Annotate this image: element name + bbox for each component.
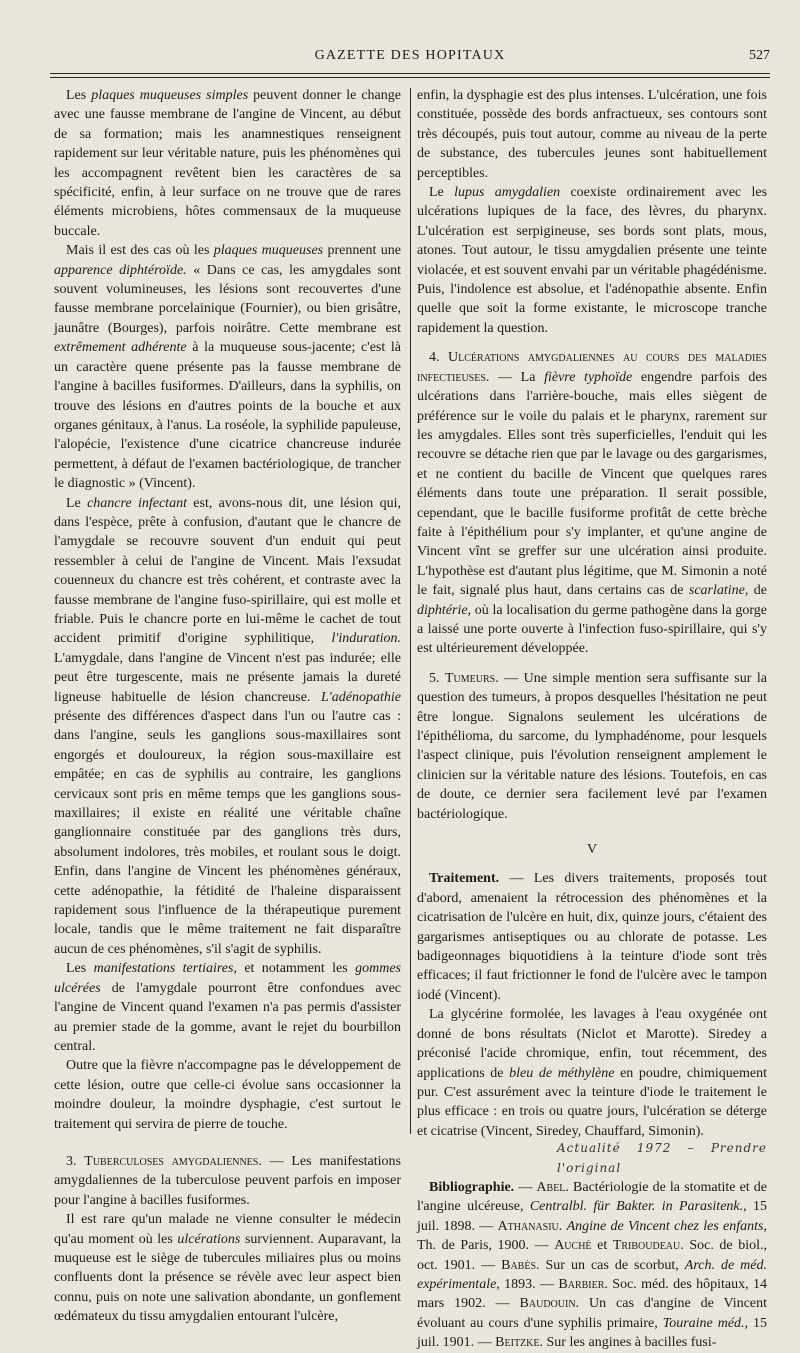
text-run: de l'amygdale pourront être confondues avec l'angine de Vincent quand l'examen n'a pas permis d'assister au premier stade de la gomme, avant le rejet du bourbillon central.: [54, 980, 401, 1054]
paragraph-fievre-dysphagie: [54, 1056, 401, 1134]
text-run: 15 juil. 1901. —: [417, 1315, 768, 1351]
text-run: 1893. —: [499, 1276, 559, 1292]
text-run: L'adénopathie: [321, 689, 401, 705]
text-run: Il est rare qu'un malade ne vienne consulter le médecin qu'au moment où les: [54, 1212, 401, 1247]
text-run: plaques muqueuses simples: [91, 88, 249, 103]
text-run: Auché: [554, 1238, 592, 1254]
text-run: Soc. méd. des hôpitaux, 14 mars 1902. —: [417, 1276, 768, 1312]
text-run: enfin, la dysphagie est des plus intenses. L'ulcération, une fois constituée, possède des bords anfractueux, ses contours sont très découpés, puis tout autour, comme au niveau de la perte de substance, des tubercules jeunes sont habituellement perceptibles.: [417, 88, 767, 181]
text-run: Athanasiu.: [497, 1218, 563, 1234]
section-maladies-infectieuses: [417, 348, 767, 659]
text-run: coexiste ordinairement avec les ulcérations lupiques de la face, des lèvres, du pharynx. L'ulcération est serpigineuse, ses bords sont plats, mous, atones. Tout autour, le tissu amygdalien présente une teinte violacée, et est souvent envahi par un véritable phagédénisme. Puis, l'indolence est absolue, et l'adénopathie absente. Enfin quelle que soit la forme existante, le microscope tranche rapidement la question.: [417, 185, 768, 336]
text-run: Bactériologie de la stomatite et de l'angine ulcéreuse,: [417, 1179, 767, 1215]
paragraph-ulcerations: [54, 1210, 401, 1326]
text-run: Centralbl. für Bakter. in Parasitenk.,: [529, 1199, 747, 1215]
text-run: Traitement.: [429, 871, 500, 887]
paragraph-glycerine: [417, 1005, 767, 1141]
text-run: et: [591, 1238, 613, 1254]
section-heading-v: V: [586, 842, 598, 858]
text-run: L'amygdale, dans l'angine de Vincent n'est pas indurée; elle peut être turgescente, mais ne présente jamais la dureté ligneuse habituelle de lésion chancreuse.: [54, 650, 401, 705]
text-run: est, avons-nous dit, une lésion qui, dans l'espèce, prête à confusion, d'autant que le chancre de l'amygdale se recouvre souvent d'un enduit qui peut ressembler à celui de l'angine de Vincent. Mais l'exsudat couenneux du chancre est très cohérent, et contraste avec la fausse membrane de l'angine fuso-spirillaire, qui est molle et friable. Puis le chancre porte en lui-même le cachet de tout accident primitif d'origine syphilitique,: [54, 495, 402, 647]
text-run: présente des différences d'aspect dans l'un ou l'autre cas : dans l'angine, seuls les ganglions sous-maxillaires sont engorgés et douloureux, la région sous-maxillaire est empâtée; en cas de syphilis au contraire, les ganglions cervicaux sont pris en même temps que les ganglions sous-maxillaires; il existe en réalité une véritable chaîne ganglionnaire constituée par des ganglions très durs, absolument indolores, très mobiles, et roulant sous le doigt. Enfin, dans l'angine de Vincent les phénomènes généraux, cette adénopathie, la fétidité de l'haleine disparaissent rapidement sous l'influence de la thérapeutique purement locale, tandis que le même traitement ne fait disparaître aucun de ces phénomènes, s'il s'agit de syphilis.: [54, 709, 401, 957]
text-run: ulcérations: [177, 1231, 241, 1247]
text-run: Babès.: [501, 1257, 540, 1273]
text-run: gommes ulcérées: [54, 961, 401, 996]
text-run: La glycérine formolée, les lavages à l'eau oxygénée ont donné de bons résultats (Niclot et Marotte). Siredey a préconisé l'acide chromique, enfin, tout récemment, des applications de: [417, 1007, 767, 1081]
text-run: apparence diphtéroïde.: [54, 262, 187, 278]
journal-title: GAZETTE DES HOPITAUX: [314, 48, 506, 63]
text-run: Barbier.: [558, 1276, 608, 1292]
header-rule: [50, 73, 770, 74]
text-run: extrêmement adhérente: [54, 340, 187, 356]
paragraph-dysphagie-continuation: [417, 86, 767, 183]
text-run: Le: [66, 495, 88, 511]
text-run: « Dans ce cas, les amygdales sont souvent volumineuses, les lésions sont recouvertes d'une fausse membrane porcelainique (Fournier), ou bien grisâtre, jaunâtre (Bourges), parfois noirâtre. Cette membrane est: [54, 262, 401, 336]
text-run: 5.: [429, 670, 445, 686]
section-bibliographie: [417, 1178, 767, 1353]
paragraph-chancre-infectant: [54, 494, 401, 960]
text-run: Tumeurs.: [444, 670, 499, 686]
text-run: lupus amygdalien: [454, 185, 561, 201]
text-run: scarlatine,: [688, 583, 749, 599]
text-run: Sur les angines à bacilles fusi-: [543, 1335, 717, 1351]
text-run: Beitzke.: [495, 1335, 543, 1351]
text-run: peuvent donner le change avec une fausse membrane de l'angine de Vincent, au début de sa formation; mais les anamnestiques renseignent rapidement sur leur véritable nature, puis les phénomènes qui les accompagnent revêtent bien les caractères de sa spécificité, enfin, à leur surface on ne trouve que de rares éléments microbiens, hôtes commensaux de la muqueuse buccale.: [54, 88, 401, 239]
text-run: — La: [489, 369, 545, 385]
text-run: Sur un cas de scorbut,: [539, 1257, 685, 1273]
text-run: chancre infectant: [87, 495, 187, 511]
text-run: et notamment les: [236, 961, 356, 977]
paragraph-manifestations-tertiaires: [54, 959, 401, 1056]
paragraph-plaques-muqueuses: [54, 86, 401, 241]
header-rule-thin: [50, 77, 770, 78]
left-column: [54, 86, 401, 1327]
text-run: Baudouin.: [519, 1296, 580, 1312]
text-run: 4.: [429, 350, 449, 366]
section-traitement: [417, 869, 767, 1005]
text-run: surviennent. Auparavant, la muqueuse est le siège de tubercules miliaires plus ou moins confluents dont la présence se révèle avec leur aspect bien connu, puis on note une salivation abondante, un gonflement œdémateux du tissu amygdalien entourant l'ulcère,: [54, 1231, 402, 1325]
text-run: prennent une: [323, 243, 401, 259]
section-tumeurs: [417, 669, 767, 824]
text-run: Le: [429, 185, 455, 201]
text-run: Abel.: [536, 1179, 569, 1195]
page-number: 527: [749, 48, 770, 63]
text-run: Ulcérations amygdaliennes au cours des maladies infectieuses.: [417, 350, 767, 385]
text-run: — Les divers traitements, proposés tout d'abord, amenaient la rétrocession des phénomènes et la cicatrisation de l'ulcère en huit, dix, quinze jours, c'étaient des gargarismes antiseptiques ou au chlorate de potasse. Les badigeonnages biquotidiens à la teinture d'iode sont très efficaces; il faut frictionner le fond de l'ulcère avec le tampon iodé (Vincent).: [417, 871, 767, 1003]
text-run: Tuberculoses amygdaliennes.: [84, 1153, 262, 1169]
text-run: de: [748, 583, 768, 599]
text-run: 15 juil. 1898. —: [417, 1199, 767, 1234]
text-run: 3.: [66, 1153, 85, 1169]
running-header: [50, 48, 770, 70]
text-run: — Les manifestations amygdaliennes de la tuberculose peuvent parfois en imposer pour l'angine à bacilles fusiformes.: [54, 1153, 401, 1208]
text-run: à la muqueuse sous-jacente; c'est là un caractère quene présente pas la fausse membrane de l'angine à bacilles fusiformes. D'ailleurs, dans la syphilis, on trouve des lésions en d'autres points de la bouche et aux organes génitaux, à l'anus. La roséole, la syphilide papuleuse, l'alopécie, l'existence d'une cicatrice chancreuse indurée permettent, à défaut de l'examen bactériologique, de trancher le diagnostic » (Vincent).: [54, 340, 401, 492]
paragraph-apparence-diphteroide: [54, 241, 401, 493]
text-run: — Une simple mention sera suffisante sur la question des tumeurs, à propos desquelles l'hésitation ne peut être longue. Signalons seulement les ulcérations de l'épithélioma, du sarcome, du lymphadénome, pour lesquels l'aspect clinique, puis l'évolution renseignent amplement le clinicien sur la véritable nature des lésions. Toutefois, en cas de doute, ce dernier sera facilement levé par l'examen bactériologique.: [417, 670, 768, 822]
text-run: Mais il est des cas où les: [66, 243, 214, 259]
text-run: diphtérie,: [417, 602, 472, 618]
handwritten-annotation: Actualité 1972 – Prendre l'original: [557, 1141, 767, 1175]
column-divider: [410, 88, 411, 1134]
text-run: où la localisation du germe pathogène dans la gorge a laissé une porte ouverte à l'infection fuso-spirillaire, qui s'y est ultérieurement développée.: [417, 602, 767, 657]
right-column: [417, 86, 767, 1353]
text-run: manifestations tertiaires,: [93, 961, 237, 977]
text-run: bleu de méthylène: [509, 1065, 615, 1081]
section-tuberculoses: [54, 1152, 401, 1210]
text-run: Arch. de méd. expérimentale,: [417, 1257, 767, 1292]
text-run: Angine de Vincent chez les enfants,: [566, 1218, 768, 1234]
text-run: Th. de Paris, 1900. —: [417, 1238, 555, 1254]
text-run: —: [514, 1179, 537, 1195]
text-run: Soc. de biol., oct. 1901. —: [417, 1238, 768, 1273]
text-run: Un cas d'angine de Vincent évoluant au cours d'une syphilis primaire,: [417, 1296, 768, 1331]
text-run: plaques muqueuses: [213, 243, 324, 259]
text-run: Bibliographie.: [429, 1179, 515, 1195]
text-run: engendre parfois des ulcérations dans l'arrière-bouche, mais elles siègent de préférence sur le voile du palais et le pharynx, rarement sur les amygdales. Elles sont très superficielles, l'enduit qui les recouvre se détache rien que par le lavage ou des gargarismes, et ne contient du bacille de Vincent que quelques rares éléments dans toute une préparation. Il serait possible, cependant, que le bacille fusiforme profitât de cette brèche faite à l'épithélium pour s'y implanter, et qu'une angine de Vincent vînt se greffer sur une ulcération ainsi produite. L'hypothèse est d'autant plus légitime, que M. Simonin a noté le fait, signalé plus haut, dans certains cas de: [417, 369, 768, 599]
text-run: Touraine méd.,: [662, 1315, 749, 1331]
text-run: Les: [66, 88, 92, 103]
text-run: Triboudeau.: [612, 1238, 684, 1254]
text-run: en poudre, chimiquement pur. C'est assurément avec la teinture d'iode le traitement le plus efficace : en trois ou quatre jours, l'ulcération se déterge et cicatrise (Vincent, Siredey, Chauffard, Simonin).: [417, 1065, 767, 1139]
paragraph-lupus: [417, 183, 767, 338]
text-run: fièvre typhoïde: [544, 369, 633, 385]
text-run: Les: [66, 961, 94, 977]
text-run: l'induration.: [331, 631, 401, 647]
text-run: Outre que la fièvre n'accompagne pas le développement de cette lésion, outre que celle-ci évolue sans occasionner la moindre douleur, la moindre dysphagie, c'est surtout le traitement qui servira de pierre de touche.: [54, 1058, 401, 1132]
